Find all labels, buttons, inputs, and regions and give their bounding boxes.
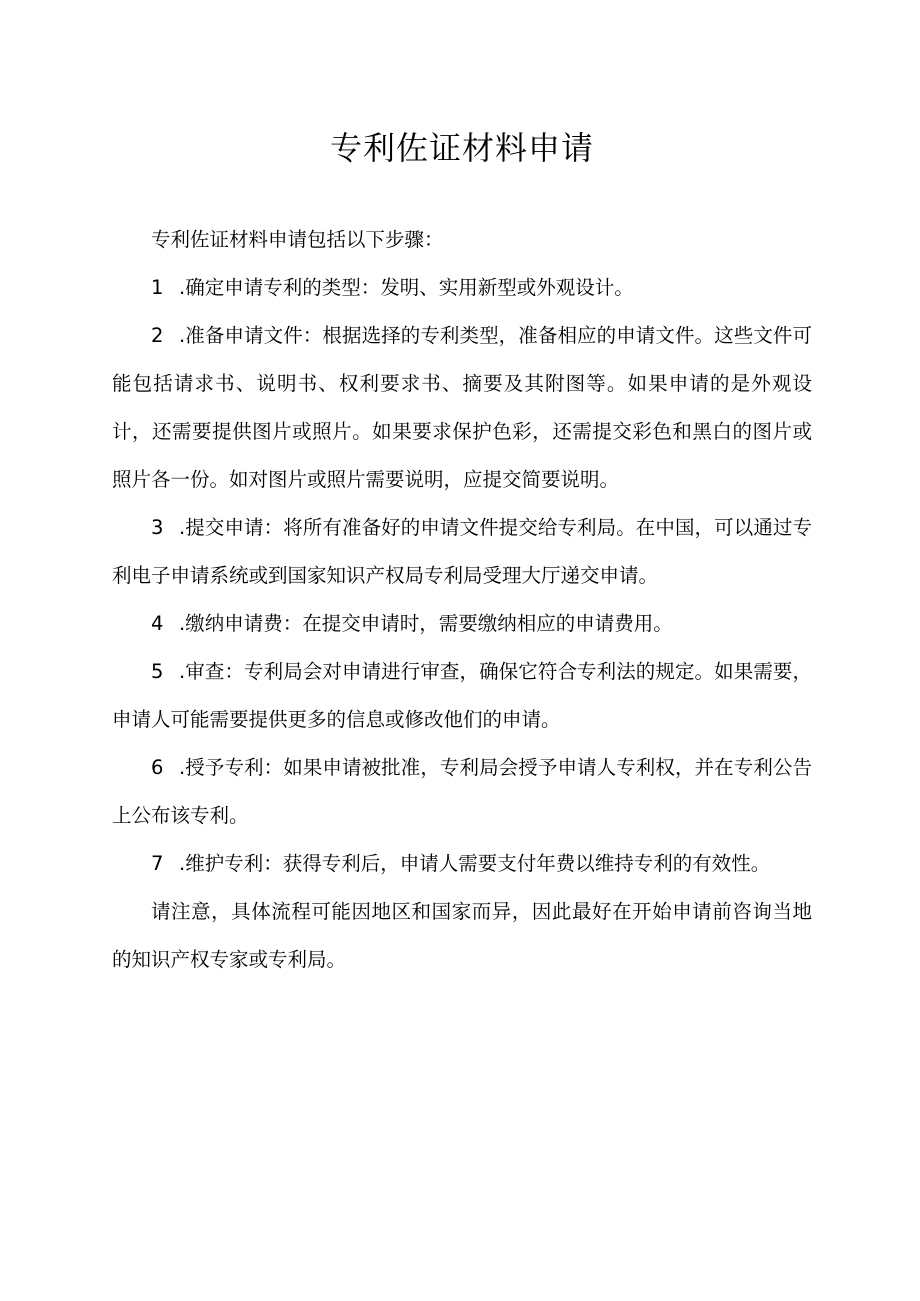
step-number: 5: [151, 660, 164, 683]
document-body: [112, 216, 812, 984]
step-3: [112, 504, 812, 600]
step-1: [112, 264, 812, 312]
note-paragraph: 请注意，具体流程可能因地区和国家而异，因此最好在开始申请前咨询当地的知识产权专家或专利局。: [112, 900, 812, 971]
step-text: .授予专利：如果申请被批准，专利局会授予申请人专利权，并在专利公告上公布该专利。: [112, 756, 812, 827]
document-title: 专利佐证材料申请: [329, 129, 594, 167]
step-text: .维护专利：获得专利后，申请人需要支付年费以维持专利的有效性。: [179, 852, 771, 875]
intro-paragraph: 专利佐证材料申请包括以下步骤：: [151, 228, 444, 251]
step-text: .确定申请专利的类型：发明、实用新型或外观设计。: [179, 276, 634, 299]
step-4: [112, 600, 812, 648]
step-number: 3: [151, 516, 164, 539]
step-number: 1: [151, 276, 164, 299]
step-5: [112, 648, 812, 744]
step-number: 2: [151, 324, 164, 347]
step-text: .缴纳申请费：在提交申请时，需要缴纳相应的申请费用。: [179, 612, 673, 635]
step-number: 4: [151, 612, 164, 635]
step-number: 6: [151, 756, 164, 779]
step-2: [112, 312, 812, 504]
step-text: .准备申请文件：根据选择的专利类型，准备相应的申请文件。这些文件可能包括请求书、说明书、权利要求书、摘要及其附图等。如果申请的是外观设计，还需要提供图片或照片。如果要求保护色彩，还需提交彩色和黑白的图片或照片各一份。如对图片或照片需要说明，应提交简要说明。: [112, 324, 812, 491]
step-text: .提交申请：将所有准备好的申请文件提交给专利局。在中国，可以通过专利电子申请系统或到国家知识产权局专利局受理大厅递交申请。: [112, 516, 812, 587]
step-6: [112, 744, 812, 840]
step-7: [112, 840, 812, 888]
step-text: .审查：专利局会对申请进行审查，确保它符合专利法的规定。如果需要，申请人可能需要提供更多的信息或修改他们的申请。: [112, 660, 812, 731]
step-number: 7: [151, 852, 164, 875]
